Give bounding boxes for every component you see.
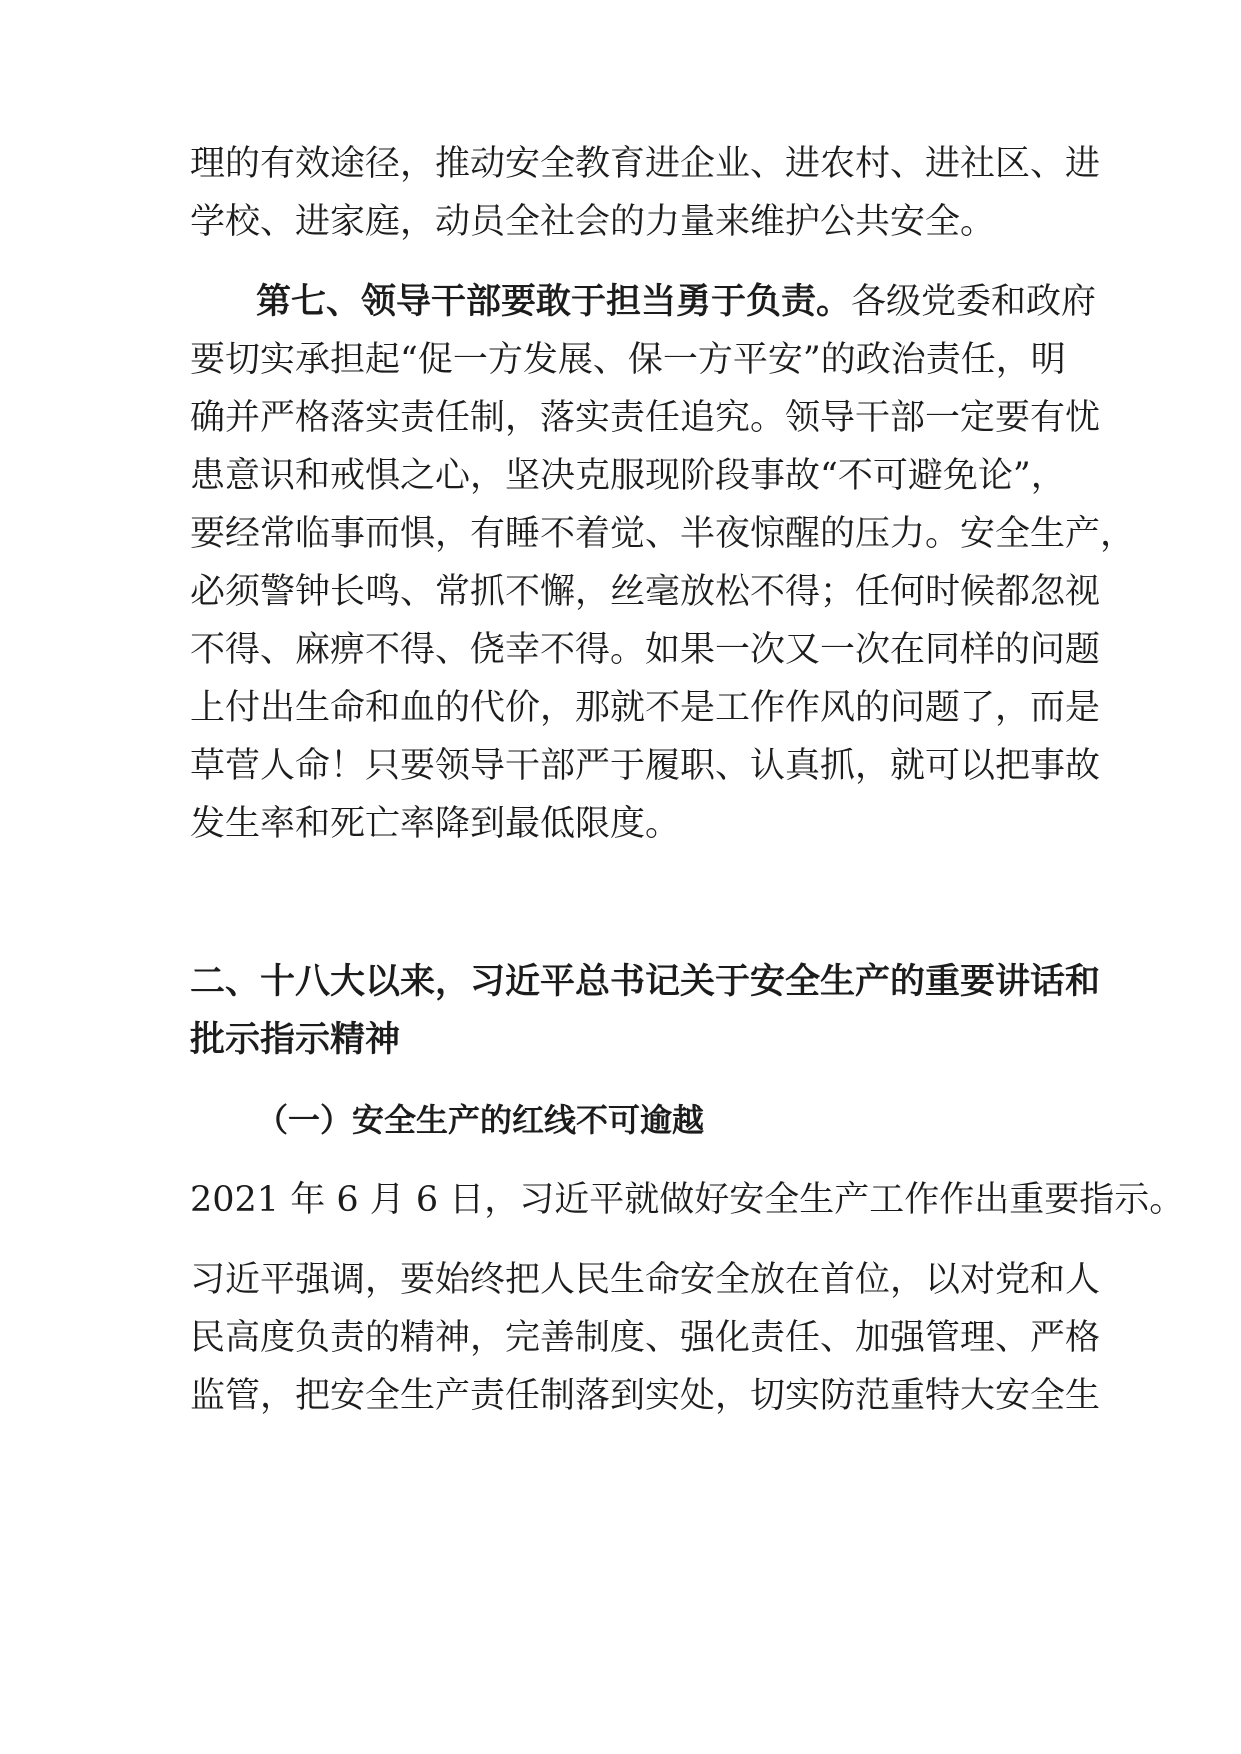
paragraph-line: 确并严格落实责任制，落实责任追究。领导干部一定要有忧 [190,398,1101,438]
paragraph-line: 患意识和戒惧之心，坚决克服现阶段事故“不可避免论”， [190,456,1066,496]
paragraph-line: 理的有效途径，推动安全教育进企业、进农村、进社区、进 [190,144,1101,184]
section7-title: 第七、领导干部要敢于担当勇于负责。 [256,282,852,322]
section7-first-line-rest: 各级党委和政府 [851,282,1097,322]
paragraph-line: 上付出生命和血的代价，那就不是工作作风的问题了，而是 [190,688,1101,728]
paragraph-line: 监管，把安全生产责任制落到实处，切实防范重特大安全生 [190,1376,1101,1416]
date-line: 2021 年 6 月 6 日，习近平就做好安全生产工作作出重要指示。 [190,1180,1185,1220]
paragraph-line: 习近平强调，要始终把人民生命安全放在首位，以对党和人 [190,1260,1101,1300]
section7-first-line [256,282,1097,322]
paragraph-line: 学校、进家庭，动员全社会的力量来维护公共安全。 [190,202,996,242]
paragraph-line: 要经常临事而惧，有睡不着觉、半夜惊醒的压力。安全生产， [190,514,1136,554]
paragraph-line: 不得、麻痹不得、侥幸不得。如果一次又一次在同样的问题 [190,630,1101,670]
paragraph-line: 必须警钟长鸣、常抓不懈，丝毫放松不得；任何时候都忽视 [190,572,1101,612]
paragraph-line: 民高度负责的精神，完善制度、强化责任、加强管理、严格 [190,1318,1101,1358]
subsection-heading: （一）安全生产的红线不可逾越 [256,1101,705,1139]
section-heading-cont: 批示指示精神 [190,1020,401,1060]
paragraph-line: 要切实承担起“促一方发展、保一方平安”的政治责任，明 [190,340,1066,380]
section-heading: 二、十八大以来，习近平总书记关于安全生产的重要讲话和 [190,962,1101,1002]
paragraph-line: 草菅人命！只要领导干部严于履职、认真抓，就可以把事故 [190,746,1101,786]
paragraph-line: 发生率和死亡率降到最低限度。 [190,804,681,844]
